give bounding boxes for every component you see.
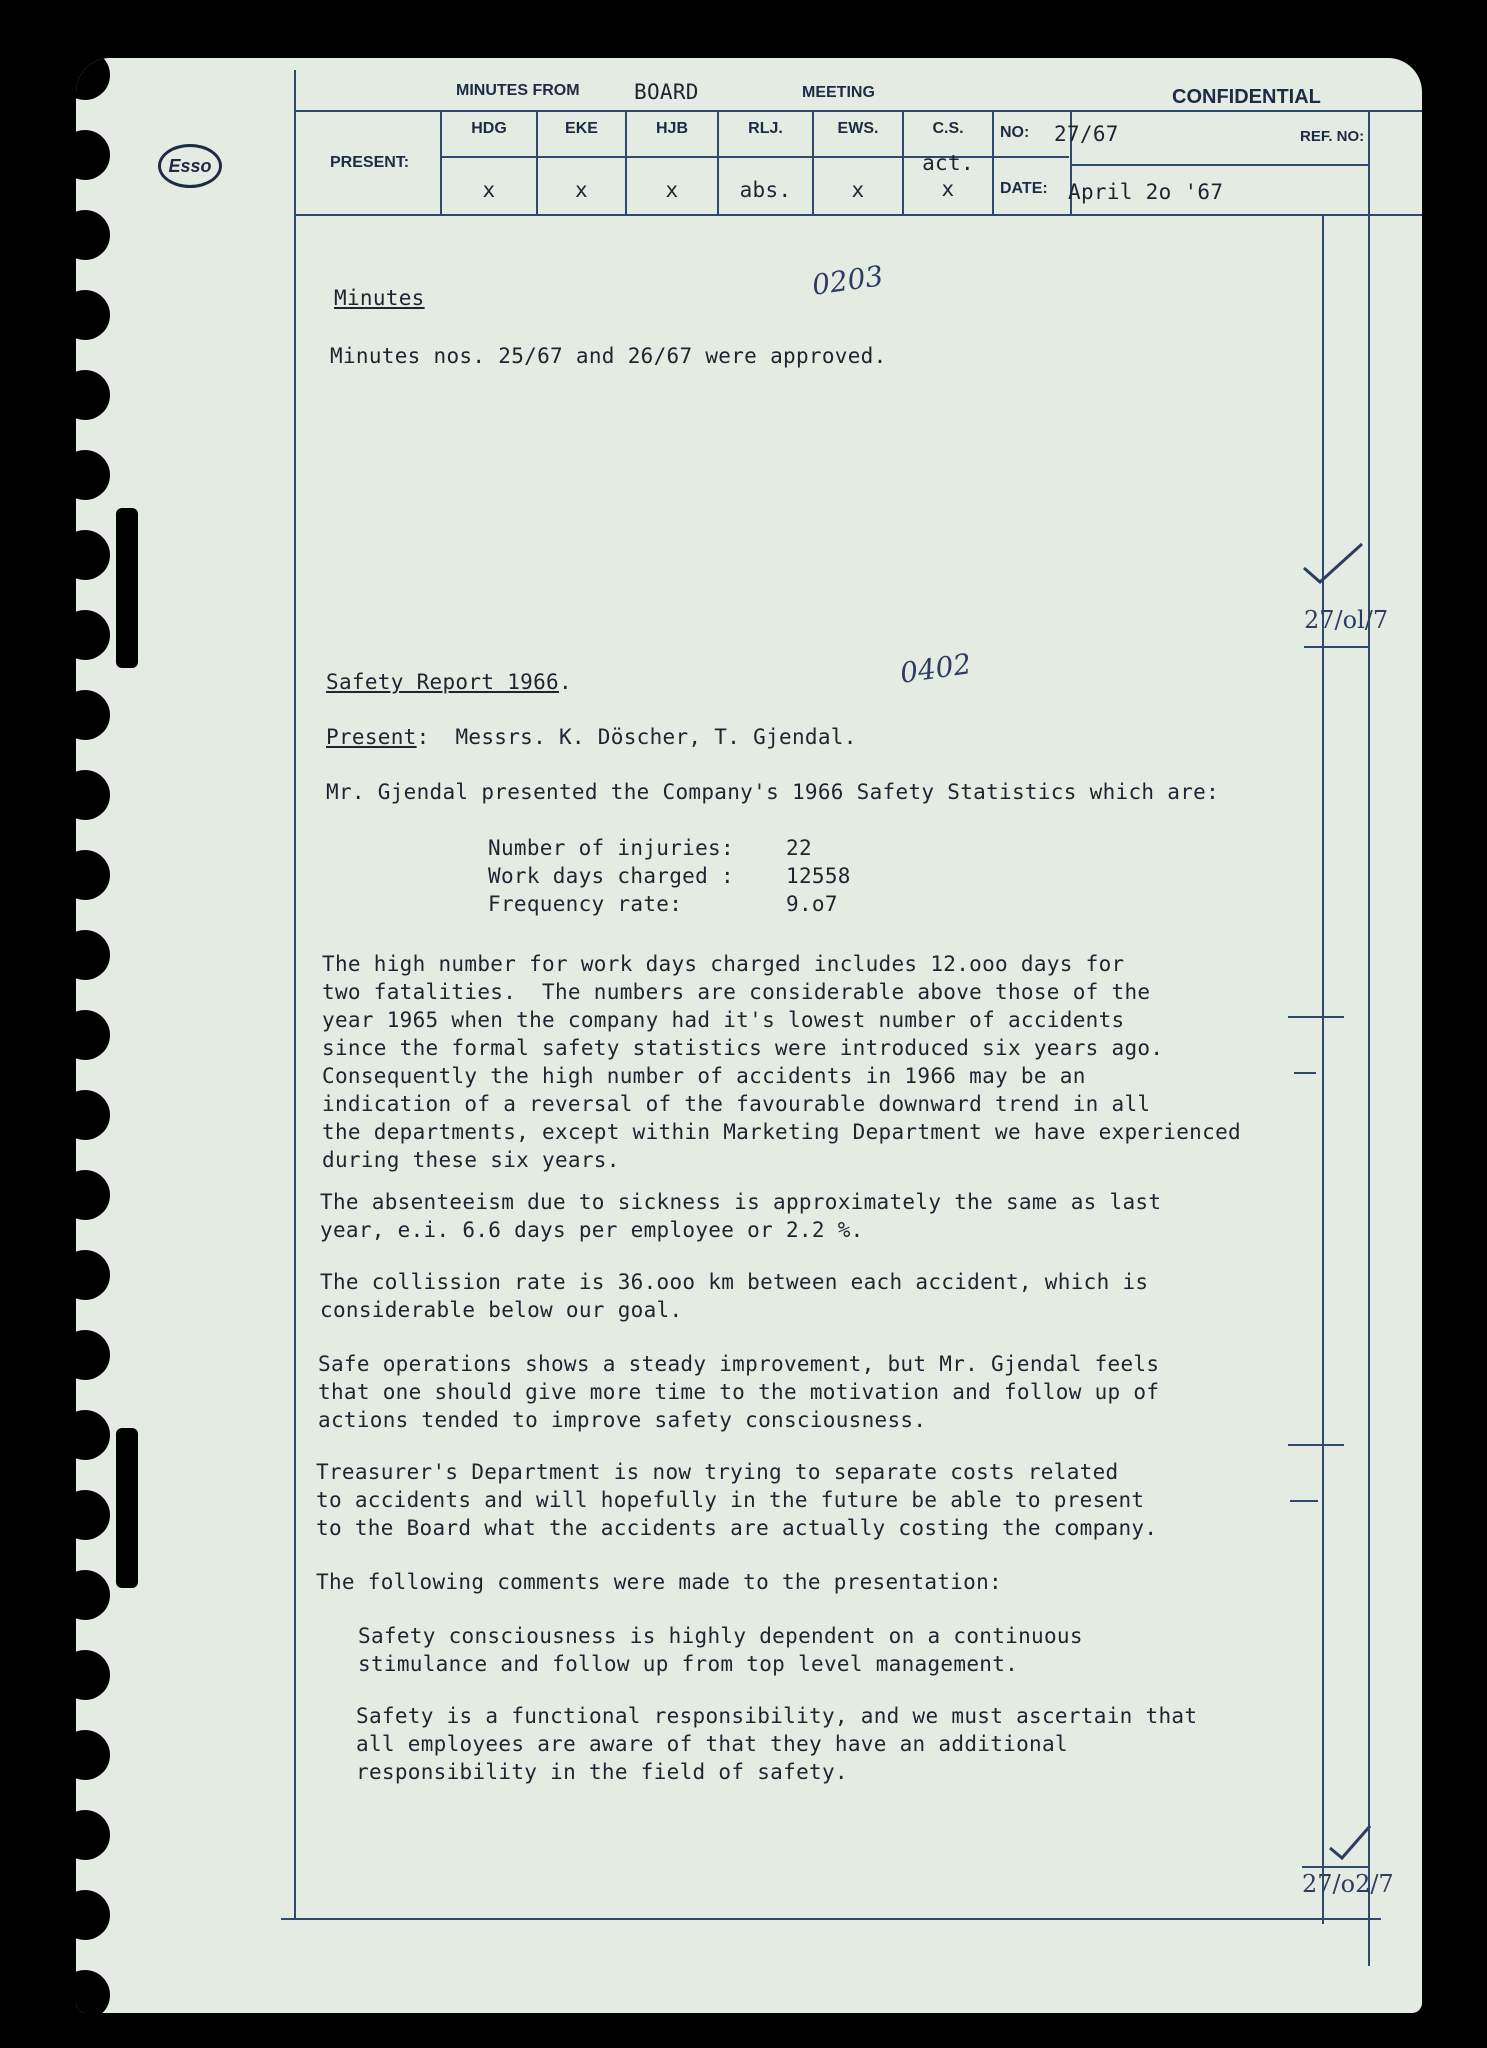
binder-hole <box>76 930 110 980</box>
attendee-mark: x <box>851 178 865 202</box>
stat-value: 12558 <box>786 864 851 888</box>
attendee-mark: x <box>575 178 588 202</box>
comment: Safety consciousness is highly dependent on a continuous stimulance and follow up from top level management. <box>358 1624 1083 1676</box>
attendee-mark: x <box>665 178 679 202</box>
stat-label: Work days charged : <box>488 864 734 888</box>
no-value: 27/67 <box>1054 122 1119 146</box>
binder-hole <box>76 1410 110 1460</box>
binder-hole <box>76 1490 110 1540</box>
binder-tab <box>116 1428 138 1588</box>
attendee-initials: RLJ. <box>748 120 783 137</box>
margin-rule <box>1288 1444 1344 1446</box>
stat-label: Frequency rate: <box>488 892 683 916</box>
check-mark-icon <box>1300 538 1370 588</box>
binder-tab <box>116 508 138 668</box>
minutes-text: Minutes nos. 25/67 and 26/67 were approved. <box>330 344 887 368</box>
header-no-rule <box>1070 164 1368 166</box>
margin-rule <box>1304 646 1368 648</box>
paragraph: The high number for work days charged includes 12.ooo days for two fatalities. The numbers are considerable above those of the year 1965 when the company had it's lowest number of accidents since the formal safety statistics were introduced six years ago. Consequently the high number of accidents in 1966 may be an indication of a reversal of the favourable downward trend in all the departments, except within Marketing Department we have experienced during these six years. <box>322 952 1241 1172</box>
binder-hole <box>76 1570 110 1620</box>
comment: Safety is a functional responsibility, and we must ascertain that all employees are aware of that they have an additional responsibility in the field of safety. <box>356 1704 1198 1784</box>
frame-left <box>294 70 296 1920</box>
margin-rule <box>1302 1866 1368 1868</box>
binder-hole <box>76 1170 110 1220</box>
frame-right <box>1322 216 1324 1924</box>
binder-hole <box>76 1970 110 2013</box>
document-page <box>76 58 1422 2013</box>
date-label: DATE: <box>1000 180 1048 197</box>
binder-hole <box>76 1090 110 1140</box>
paragraph: Safe operations shows a steady improvement, but Mr. Gjendal feels that one should give more time to the motivation and follow up of actions tended to improve safety consciousness. <box>318 1352 1160 1432</box>
attendee-initials: C.S. <box>932 120 964 137</box>
binder-hole <box>76 370 110 420</box>
minutes-heading: Minutes <box>334 286 425 310</box>
ref-no-label: REF. NO: <box>1300 128 1365 145</box>
binder-hole <box>76 770 110 820</box>
paragraph: The collission rate is 36.ooo km between each accident, which is considerable below our goal. <box>320 1270 1149 1322</box>
margin-rule <box>1294 1072 1316 1074</box>
binder-hole <box>76 58 110 100</box>
binder-hole <box>76 1890 110 1940</box>
paragraph: The following comments were made to the presentation: <box>316 1570 1002 1594</box>
esso-logo: Esso <box>158 144 222 188</box>
meeting-label: MEETING <box>802 84 875 101</box>
safety-intro: Mr. Gjendal presented the Company's 1966 Safety Statistics which are: <box>326 780 1220 804</box>
binder-hole <box>76 1810 110 1860</box>
stat-label: Number of injuries: <box>488 836 734 860</box>
no-label: NO: <box>1000 124 1030 141</box>
attendee-mark: act. x <box>922 151 974 201</box>
margin-reference: 27/o2/7 <box>1302 1870 1394 1898</box>
binder-hole <box>76 850 110 900</box>
safety-heading-period: . <box>558 670 572 694</box>
frame-bottom <box>281 1918 1381 1920</box>
paragraph: Treasurer's Department is now trying to separate costs related to accidents and will hopefully in the future be able to present to the Board what the accidents are actually costing the company. <box>316 1460 1158 1540</box>
cell-divider <box>992 112 994 214</box>
attendee-mark: x <box>482 178 496 202</box>
board-value: BOARD <box>634 80 699 104</box>
minutes-from-label: MINUTES FROM <box>456 82 580 99</box>
binder-hole <box>76 450 110 500</box>
attendee-mark: abs. <box>739 178 792 202</box>
present-label: PRESENT: <box>330 154 410 171</box>
paragraph: The absenteeism due to sickness is approximately the same as last year, e.i. 6.6 days per employee or 2.2 %. <box>320 1190 1162 1242</box>
binder-hole <box>76 690 110 740</box>
binder-hole <box>76 530 110 580</box>
margin-reference: 27/ol/7 <box>1304 606 1389 634</box>
binder-hole <box>76 130 110 180</box>
attendee-initials: EKE <box>565 120 598 137</box>
binder-hole <box>76 610 110 660</box>
attendee-initials: HJB <box>655 120 688 137</box>
present-line-label: Present <box>326 725 417 749</box>
ref-column-rule <box>1368 112 1370 1966</box>
handwritten-code: 0402 <box>898 647 974 690</box>
binder-hole <box>76 1010 110 1060</box>
stat-value: 9.o7 <box>786 892 838 916</box>
safety-heading: Safety Report 1966 <box>326 670 559 694</box>
header-rule-bottom <box>294 214 1422 216</box>
binder-hole <box>76 1250 110 1300</box>
stat-value: 22 <box>786 836 812 860</box>
attendee-initials: EWS. <box>837 120 879 137</box>
binder-hole <box>76 290 110 340</box>
confidential-label: CONFIDENTIAL <box>1172 86 1321 108</box>
check-mark-icon <box>1326 1822 1376 1862</box>
binder-hole <box>76 1330 110 1380</box>
present-line-text: : Messrs. K. Döscher, T. Gjendal. <box>416 725 857 749</box>
binder-hole <box>76 1650 110 1700</box>
handwritten-code: 0203 <box>810 259 886 302</box>
margin-rule <box>1290 1500 1318 1502</box>
attendee-initials: HDG <box>471 120 507 137</box>
margin-rule <box>1288 1016 1344 1018</box>
binder-hole <box>76 1730 110 1780</box>
date-value: April 2o '67 <box>1068 180 1224 204</box>
header-rule-top <box>294 110 1422 112</box>
binder-hole <box>76 210 110 260</box>
